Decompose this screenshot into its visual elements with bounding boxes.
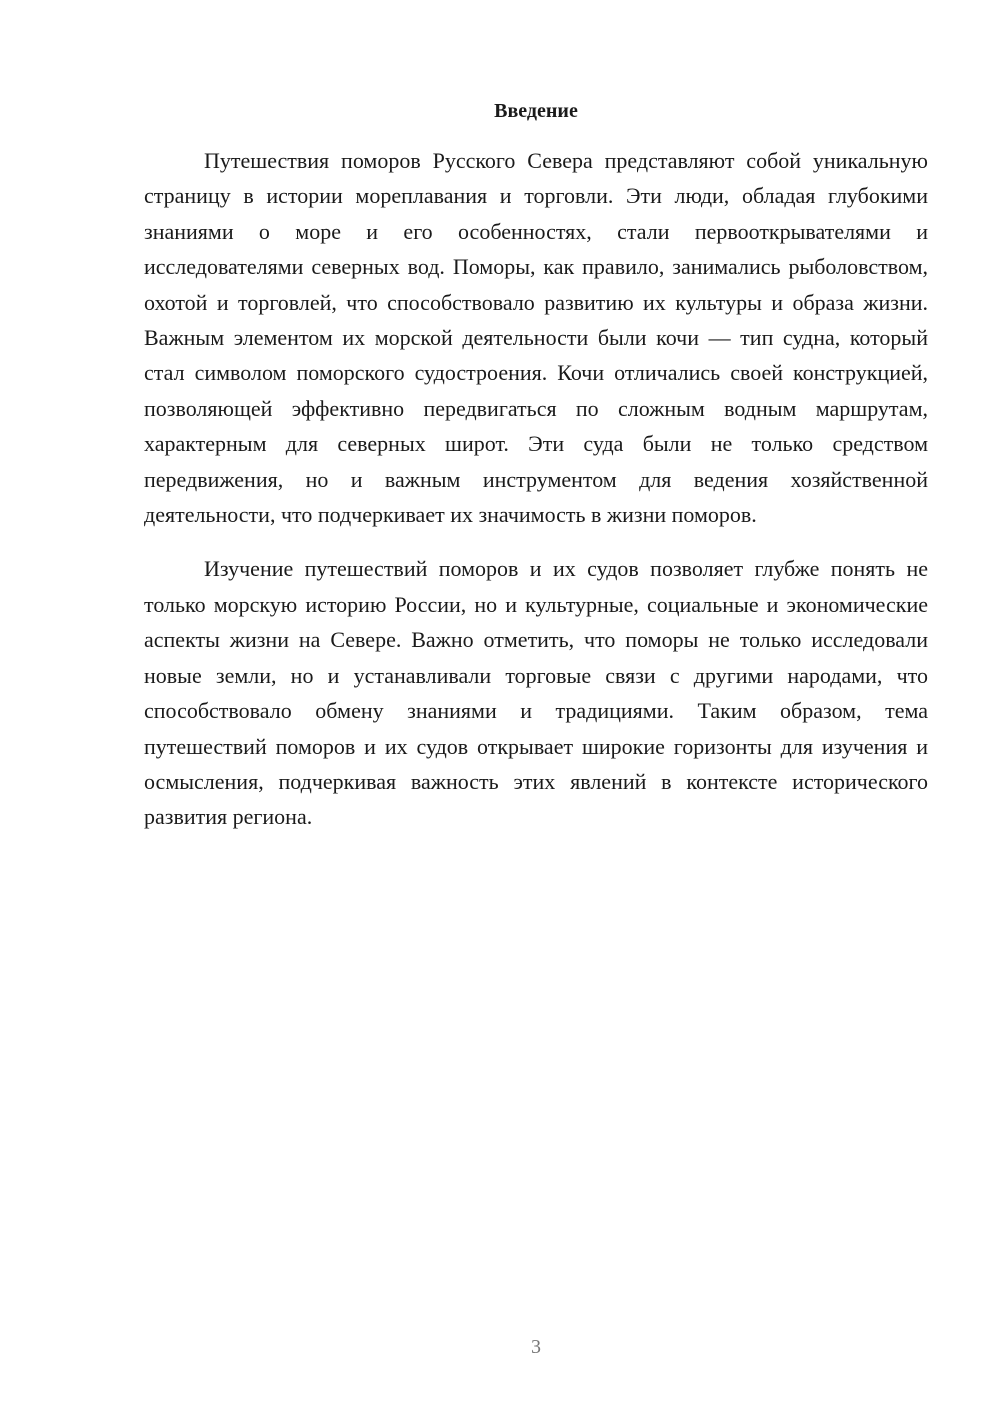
paragraph: Изучение путешествий поморов и их судов позволяет глубже понять не только морскую историю России, но и культурные, социальные и экономические аспекты жизни на Севере. Важно отметить, что поморы не только исследовали новые земли, но и устанавливали торговые связи с другими народами, что способствовало обмену знаниями и традициями. Таким образом, тема путешествий поморов и их судов открывает широкие горизонты для изучения и осмысления, подчеркивая важность этих явлений в контексте исторического развития региона. bbox=[144, 556, 928, 830]
body-text bbox=[144, 143, 928, 835]
paragraph: Путешествия поморов Русского Севера представляют собой уникальную страницу в истории мореплавания и торговли. Эти люди, обладая глубокими знаниями о море и его особенностях, стали первооткрывателями и исследователями северных вод. Поморы, как правило, занимались рыболовством, охотой и торговлей, что способствовало развитию их культуры и образа жизни. Важным элементом их морской деятельности были кочи — тип судна, который стал символом поморского судостроения. Кочи отличались своей конструкцией, позволяющей эффективно передвигаться по сложным водным маршрутам, характерным для северных широт. Эти суда были не только средством передвижения, но и важным инструментом для ведения хозяйственной деятельности, что подчеркивает их значимость в жизни поморов. bbox=[144, 148, 928, 528]
page-number: 3 bbox=[531, 1336, 541, 1358]
section-title: Введение bbox=[494, 100, 578, 122]
